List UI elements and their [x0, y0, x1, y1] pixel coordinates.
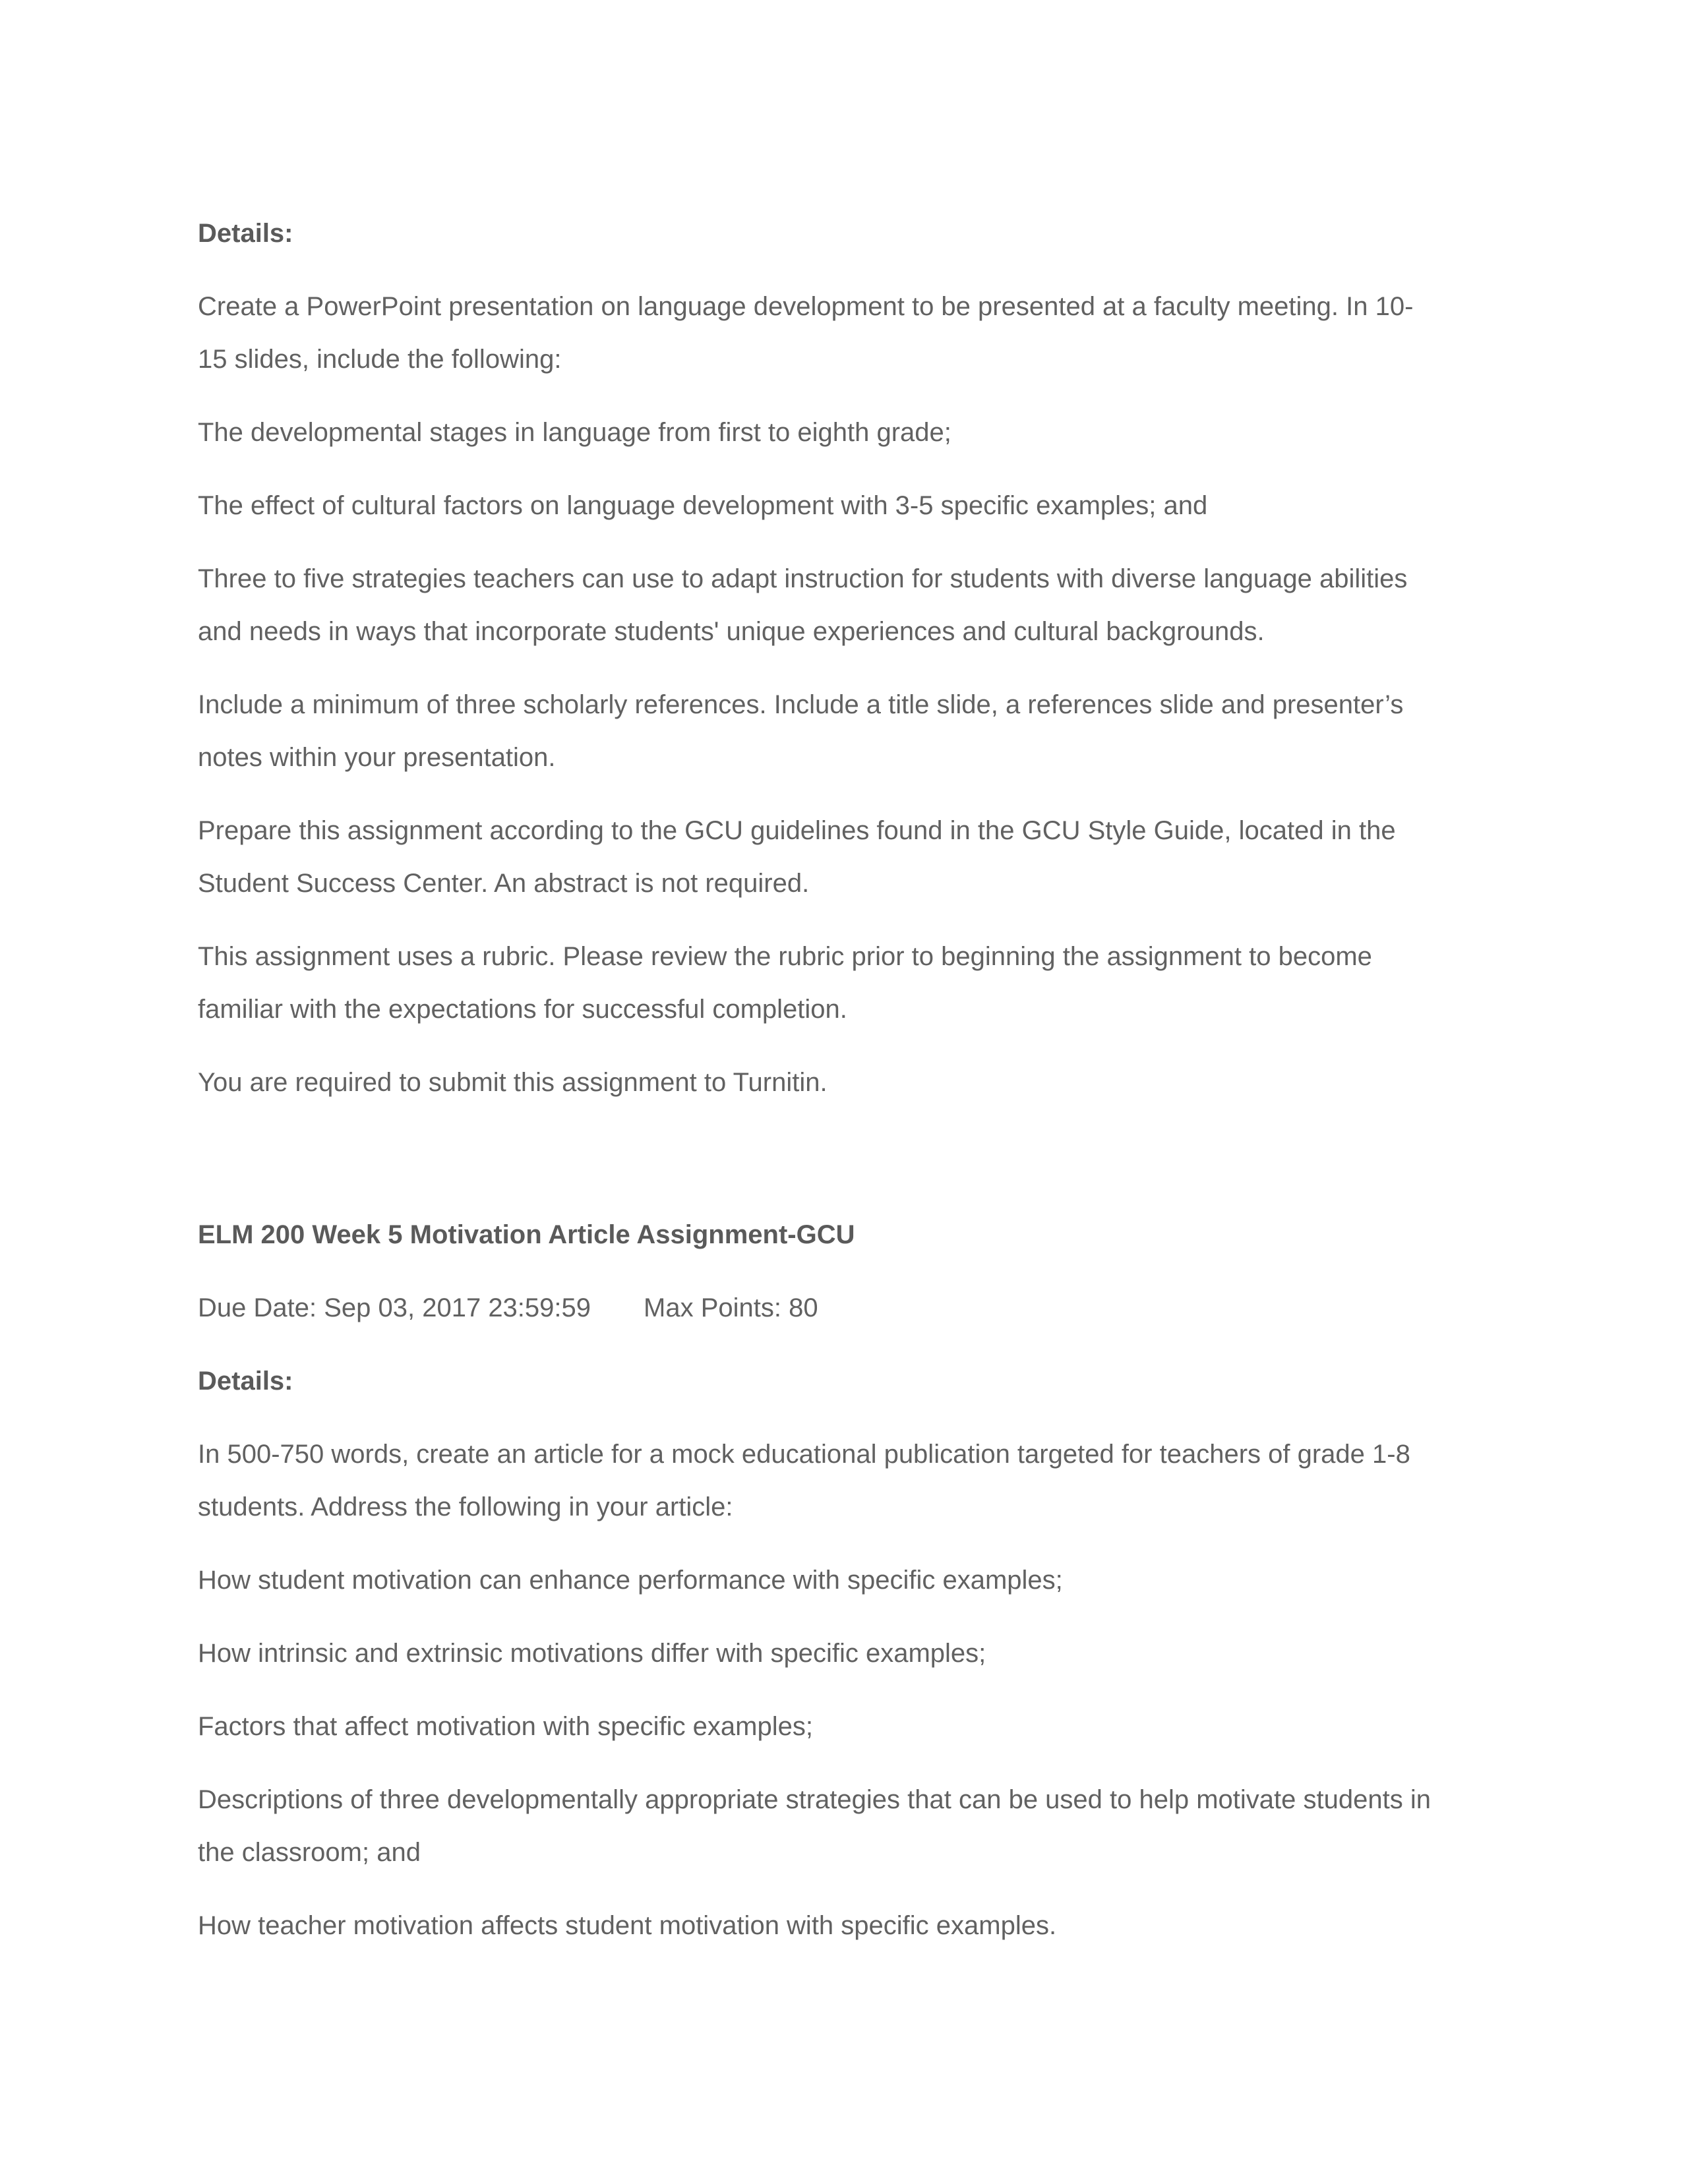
article-item-teacher-motivation: How teacher motivation affects student motivation with specific examples. [198, 1911, 1057, 1940]
references-paragraph-line-2: notes within your presentation. [198, 743, 556, 772]
rubric-paragraph-line-2: familiar with the expectations for successful completion. [198, 995, 847, 1024]
details-heading-2: Details: [198, 1367, 293, 1396]
article-intro-line-1: In 500-750 words, create an article for a mock educational publication targeted for teachers of grade 1-8 [198, 1440, 1410, 1469]
prepare-paragraph-line-2: Student Success Center. An abstract is not required. [198, 869, 810, 898]
intro-paragraph-line-2: 15 slides, include the following: [198, 345, 562, 374]
requirement-item-stages: The developmental stages in language from first to eighth grade; [198, 418, 951, 447]
requirement-item-cultural: The effect of cultural factors on language development with 3-5 specific examples; and [198, 491, 1208, 520]
article-item-performance: How student motivation can enhance performance with specific examples; [198, 1566, 1063, 1595]
article-item-strategies-line-2: the classroom; and [198, 1838, 421, 1867]
requirement-item-strategies-line-1: Three to five strategies teachers can use to adapt instruction for students with diverse language abilities [198, 564, 1408, 593]
assignment-title: ELM 200 Week 5 Motivation Article Assignment-GCU [198, 1220, 855, 1249]
article-intro-line-2: students. Address the following in your article: [198, 1492, 733, 1521]
due-date: Due Date: Sep 03, 2017 23:59:59 [198, 1293, 591, 1322]
requirement-item-strategies-line-2: and needs in ways that incorporate students' unique experiences and cultural backgrounds. [198, 617, 1265, 646]
article-item-intrinsic-extrinsic: How intrinsic and extrinsic motivations differ with specific examples; [198, 1639, 986, 1668]
article-item-strategies-line-1: Descriptions of three developmentally appropriate strategies that can be used to help motivate students in [198, 1785, 1431, 1814]
turnitin-paragraph: You are required to submit this assignment to Turnitin. [198, 1068, 828, 1097]
references-paragraph-line-1: Include a minimum of three scholarly references. Include a title slide, a references slide and presenter’s [198, 690, 1404, 719]
max-points: Max Points: 80 [644, 1293, 818, 1322]
prepare-paragraph-line-1: Prepare this assignment according to the GCU guidelines found in the GCU Style Guide, located in the [198, 816, 1396, 845]
rubric-paragraph-line-1: This assignment uses a rubric. Please review the rubric prior to beginning the assignment to become [198, 942, 1372, 971]
article-item-factors: Factors that affect motivation with specific examples; [198, 1712, 813, 1741]
assignment-meta [198, 1282, 1490, 1334]
intro-paragraph-line-1: Create a PowerPoint presentation on language development to be presented at a faculty meeting. In 10- [198, 292, 1414, 321]
details-heading-1: Details: [198, 219, 293, 248]
